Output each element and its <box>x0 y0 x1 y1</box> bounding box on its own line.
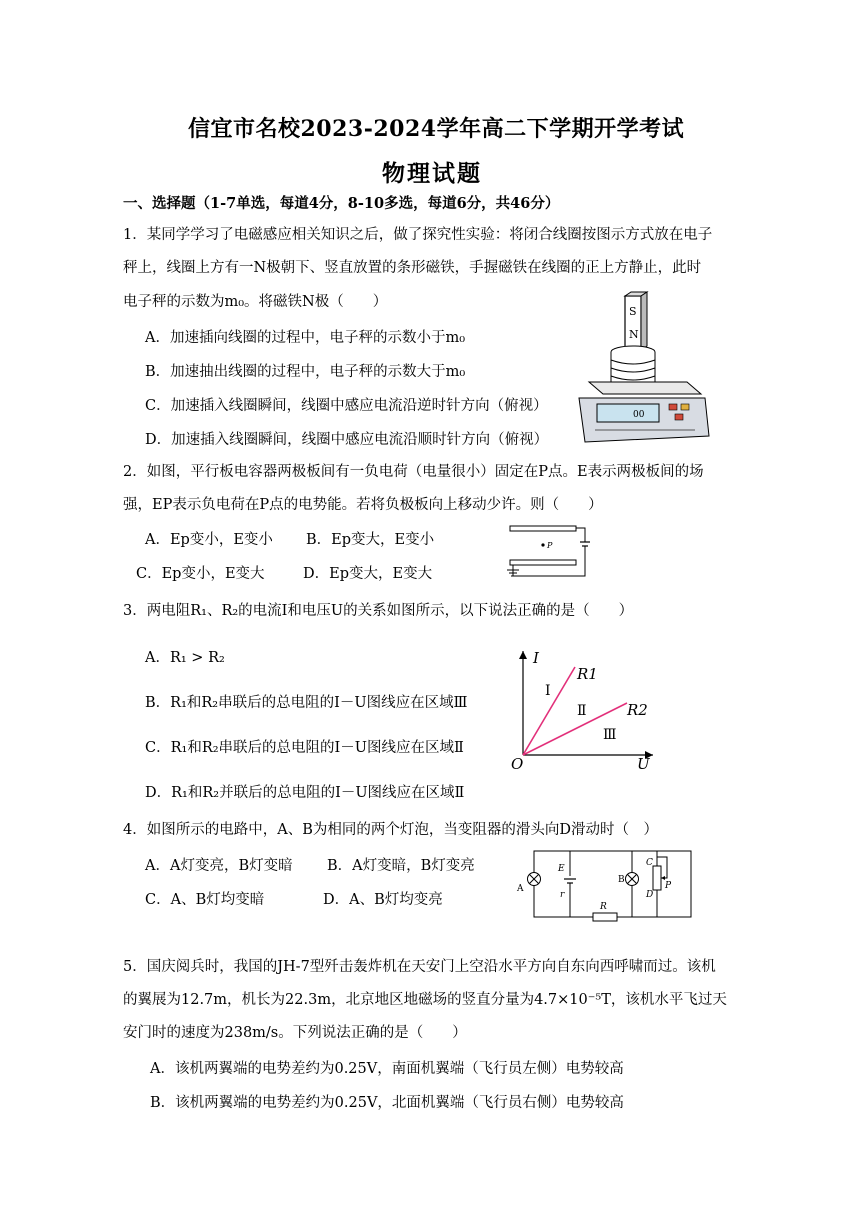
q1-option-c: C．加速插入线圈瞬间，线圈中感应电流沿逆时针方向（俯视） <box>145 398 548 414</box>
iu-graph-figure <box>505 645 665 775</box>
q5-option-b: B．该机两翼端的电势差约为0.25V，北面机翼端（飞行员右侧）电势较高 <box>150 1095 624 1111</box>
q2-stem-line1: 2．如图，平行板电容器两极板间有一负电荷（电量很小）固定在P点。E表示两极板间的场 <box>123 464 704 480</box>
q3-option-d: D．R₁和R₂并联后的总电阻的I－U图线应在区域Ⅱ <box>145 785 465 801</box>
scale-button-3 <box>675 414 683 420</box>
scale-button-1 <box>669 404 677 410</box>
region-2-label: Ⅱ <box>577 703 587 719</box>
q5-stem-line2: 的翼展为12.7m，机长为22.3m，北京地区地磁场的竖直分量为4.7×10⁻⁵T，该机水平飞过天 <box>123 992 727 1008</box>
rheostat <box>653 866 661 890</box>
q3-stem-line1: 3．两电阻R₁、R₂的电流I和电压U的关系如图所示，以下说法正确的是（ ） <box>123 603 634 619</box>
q1-option-d: D．加速插入线圈瞬间，线圈中感应电流沿顺时针方向（俯视） <box>145 432 549 448</box>
emf-label: E <box>558 864 565 874</box>
magnet-s-label: S <box>629 305 637 318</box>
q1-stem-line1: 1．某同学学习了电磁感应相关知识之后，做了探究性实验：将闭合线圈按图示方式放在电子 <box>123 227 713 243</box>
r2-label: R2 <box>627 701 648 719</box>
circuit-figure <box>515 846 695 928</box>
q4-option-c: C．A、B灯均变暗 <box>145 892 265 908</box>
origin-label: O <box>511 755 524 773</box>
section-heading: 一、选择题（1-7单选，每道4分，8-10多选，每道6分，共46分） <box>123 195 560 212</box>
lamp-a-label: A <box>517 884 524 894</box>
magnet-n-label: N <box>629 328 639 341</box>
q1-stem-line3: 电子秤的示数为m₀。将磁铁N极（ ） <box>123 294 388 310</box>
resistor-r-label: R <box>600 902 607 912</box>
capacitor-figure <box>505 518 600 583</box>
q2-option-a: A．Ep变小，E变小 <box>145 532 273 548</box>
q2-stem-line2: 强，EP表示负电荷在P点的电势能。若将负极板向上移动少许。则（ ） <box>123 497 603 513</box>
q4-option-a: A．A灯变亮，B灯变暗 <box>145 858 293 874</box>
q4-stem-line1: 4．如图所示的电路中，A、B为相同的两个灯泡，当变阻器的滑头向D滑动时（ ） <box>123 822 658 838</box>
q5-stem-line3: 安门时的速度为238m/s。下列说法正确的是（ ） <box>123 1025 467 1041</box>
page-subtitle: 物理试题 <box>382 160 482 187</box>
i-axis-label: I <box>533 649 539 667</box>
q5-stem-line1: 5．国庆阅兵时，我国的JH-7型歼击轰炸机在天安门上空沿水平方向自东向西呼啸而过。该机 <box>123 959 716 975</box>
q3-option-a: A．R₁ > R₂ <box>145 650 225 666</box>
q4-option-b: B．A灯变暗，B灯变亮 <box>327 858 475 874</box>
q5-option-a: A．该机两翼端的电势差约为0.25V，南面机翼端（飞行员左侧）电势较高 <box>150 1061 624 1077</box>
page-title: 信宜市名校2023-2024学年高二下学期开学考试 <box>188 116 685 142</box>
scale-display <box>597 404 659 422</box>
lamp-b-label: B <box>618 875 625 885</box>
q2-option-b: B．Ep变大，E变小 <box>306 532 435 548</box>
q4-option-d: D．A、B灯均变亮 <box>323 892 443 908</box>
q1-option-a: A．加速插向线圈的过程中，电子秤的示数小于m₀ <box>145 330 466 346</box>
q1-stem-line2: 秤上，线圈上方有一N极朝下、竖直放置的条形磁铁，手握磁铁在线圈的正上方静止，此时 <box>123 260 702 276</box>
scale-reading: 00 <box>633 410 645 420</box>
terminal-d-label: D <box>646 890 654 900</box>
u-axis-label: U <box>637 755 650 773</box>
resistor-r <box>593 913 617 921</box>
bottom-plate <box>510 560 576 565</box>
slider-p-label: P <box>665 881 672 891</box>
internal-r-label: r <box>560 890 565 900</box>
q3-option-b: B．R₁和R₂串联后的总电阻的I－U图线应在区域Ⅲ <box>145 695 468 711</box>
scale-button-2 <box>681 404 689 410</box>
r1-label: R1 <box>577 665 598 683</box>
scale-platform <box>589 382 701 394</box>
terminal-c-label: C <box>646 858 653 868</box>
region-1-label: Ⅰ <box>545 683 551 699</box>
electronic-scale-figure <box>575 290 715 445</box>
q3-option-c: C．R₁和R₂串联后的总电阻的I－U图线应在区域Ⅱ <box>145 740 464 756</box>
q2-option-c: C．Ep变小，E变大 <box>136 566 265 582</box>
region-3-label: Ⅲ <box>603 727 617 743</box>
i-axis-arrow <box>519 651 527 659</box>
top-plate <box>510 526 576 531</box>
point-p-label: P <box>547 541 553 550</box>
q1-option-b: B．加速抽出线圈的过程中，电子秤的示数大于m₀ <box>145 364 466 380</box>
charge-point <box>541 543 544 546</box>
q2-option-d: D．Ep变大，E变大 <box>303 566 433 582</box>
